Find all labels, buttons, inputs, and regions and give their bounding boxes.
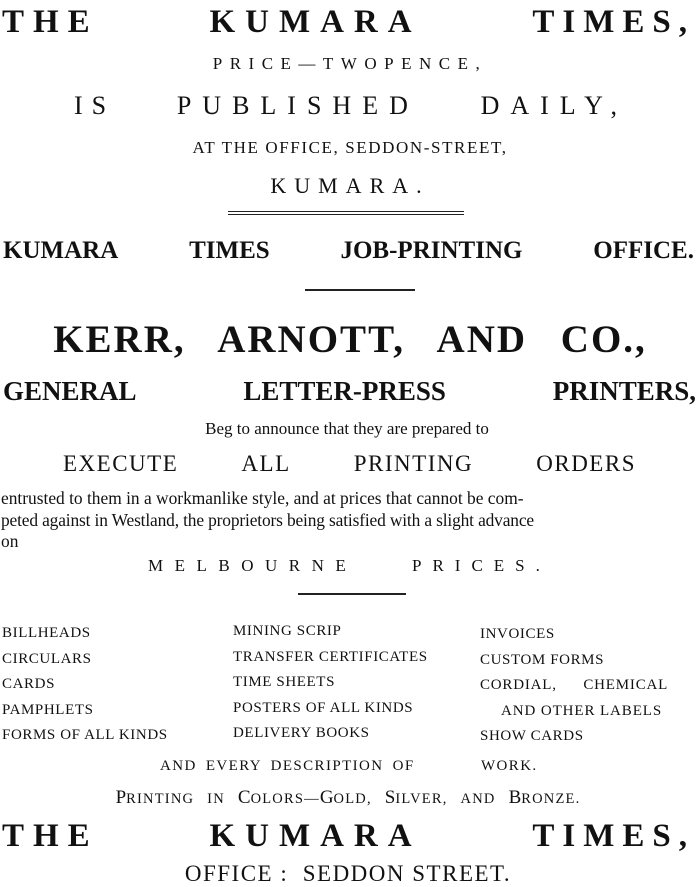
service-item: CARDS [2,676,56,692]
firm-name: KERR, ARNOTT, AND CO., [53,318,647,361]
service-item: CIRCULARS [2,650,92,667]
masthead-title-word: THE [2,4,99,40]
job-office-word: OFFICE. [593,237,694,264]
colors-word: PRINTING [115,787,195,808]
service-item: AND OTHER LABELS [501,702,663,719]
colors-word: AND [460,791,496,807]
service-item: CORDIAL, CHEMICAL [480,677,669,693]
footer-title-word: TIMES, [532,818,695,854]
service-item: TIME SHEETS [233,674,336,690]
service-item: POSTERS OF ALL KINDS [233,699,414,716]
job-office-word: KUMARA [3,237,119,264]
footer-title-word: THE [2,818,99,854]
colors-word: COLORS—GOLD, [237,787,372,808]
short-rule [298,593,406,595]
published-word: IS [74,91,116,120]
execute-line [0,452,700,475]
services-column-1 [2,626,168,754]
service-item: PAMPHLETS [2,701,94,718]
service-item: TRANSFER CERTIFICATES [233,648,428,665]
body-text-line: entrusted to them in a workmanlike style, and at prices that cannot be com- [1,488,524,508]
execute-word: EXECUTE [63,451,179,476]
double-rule [228,214,464,215]
colors-line [0,788,700,807]
and-every-text: AND EVERY DESCRIPTION OF [160,758,415,774]
town-line: KUMARA. [270,173,430,198]
footer-title-word: KUMARA [209,818,422,854]
trade-word: GENERAL [3,376,137,406]
footer-title [0,820,700,853]
body-text-line: on [1,531,19,551]
double-rule [228,211,464,212]
job-office-heading [0,238,700,263]
short-rule [305,289,415,291]
melbourne-word: PRICES. [412,556,551,575]
published-word: DAILY, [480,91,628,120]
services-column-2 [233,624,428,752]
published-word: PUBLISHED [176,91,419,120]
service-item: FORMS OF ALL KINDS [2,727,168,743]
footer-office: OFFICE : SEDDON STREET. [184,861,512,886]
services-column-3 [480,627,697,755]
colors-word: BRONZE. [508,787,581,808]
price-line: PRICE—TWOPENCE, [212,54,488,73]
service-item: BILLHEADS [2,625,91,641]
service-item: MINING SCRIP [233,623,342,639]
work-text: WORK. [481,758,538,774]
announce-line: Beg to announce that they are prepared to [205,419,489,438]
execute-word: ALL [241,451,291,476]
published-line [0,93,700,119]
trade-word: LETTER-PRESS [243,376,446,406]
melbourne-word: MELBOURNE [148,556,358,575]
colors-word: IN [207,791,225,807]
job-office-word: JOB-PRINTING [340,237,523,264]
job-office-word: TIMES [189,237,270,264]
masthead-title [0,6,700,39]
body-text-line: peted against in Westland, the proprietors being satisfied with a slight advance [1,510,534,530]
service-item: DELIVERY BOOKS [233,725,370,741]
trade-word: PRINTERS, [552,376,696,406]
service-item: SHOW CARDS [480,728,584,744]
colors-word: SILVER, [384,787,448,808]
office-line: AT THE OFFICE, SEDDON-STREET, [192,138,508,157]
execute-word: ORDERS [536,451,636,476]
execute-word: PRINTING [353,451,474,476]
masthead-title-word: TIMES, [532,4,695,40]
service-item: INVOICES [480,626,555,642]
service-item: CUSTOM FORMS [480,651,605,668]
trade-line [0,378,700,405]
masthead-title-word: KUMARA [209,4,422,40]
